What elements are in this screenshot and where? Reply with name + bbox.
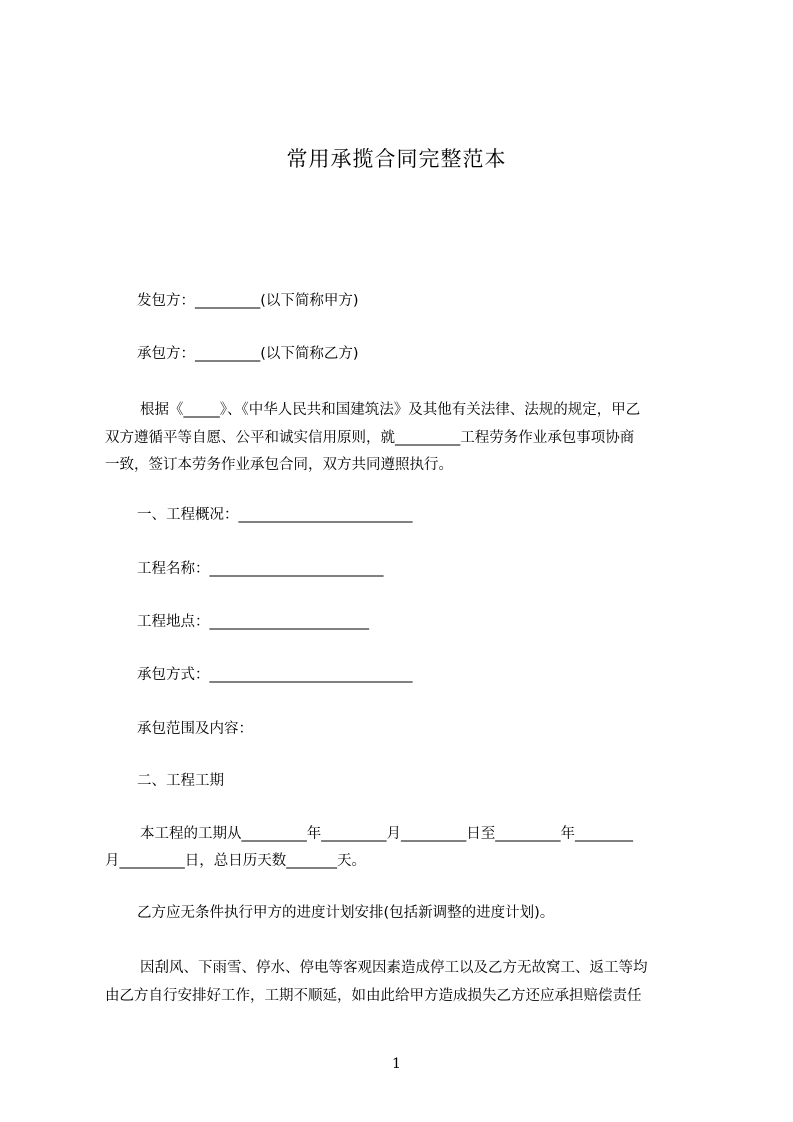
intro-line-2: 双方遵循平等自愿、公平和诚实信用原则，就_________工程劳务作业承包事项协商: [105, 430, 635, 446]
party-a-line: 发包方：_________(以下简称甲方): [137, 293, 359, 309]
intro-line-1: 根据《_____》、《中华人民共和国建筑法》及其他有关法律、法规的规定，甲乙: [140, 402, 641, 418]
project-name-line: 工程名称：________________________: [137, 561, 384, 577]
schedule-line: 乙方应无条件执行甲方的进度计划安排(包括新调整的进度计划)。: [137, 905, 555, 921]
period-line-2: 月_________日，总日历天数_______天。: [105, 853, 366, 869]
contract-method-line: 承包方式：____________________________: [137, 667, 413, 683]
weather-line-1: 因刮风、下雨雪、停水、停电等客观因素造成停工以及乙方无故窝工、返工等均: [140, 960, 648, 976]
section-2-heading: 二、工程工期: [137, 773, 224, 789]
page-number: 1: [392, 1056, 401, 1072]
document-title: 常用承揽合同完整范本: [286, 147, 507, 171]
contract-scope-line: 承包范围及内容：: [137, 721, 253, 737]
period-line-1: 本工程的工期从_________年_________月_________日至_________年________: [140, 826, 633, 842]
section-1-heading: 一、工程概况：________________________: [137, 507, 413, 523]
weather-line-2: 由乙方自行安排好工作，工期不顺延，如由此给甲方造成损失乙方还应承担赔偿责任: [105, 988, 642, 1004]
party-b-line: 承包方：_________(以下简称乙方): [137, 346, 359, 362]
intro-line-3: 一致，签订本劳务作业承包合同，双方共同遵照执行。: [105, 457, 453, 473]
project-location-line: 工程地点：______________________: [137, 614, 369, 630]
